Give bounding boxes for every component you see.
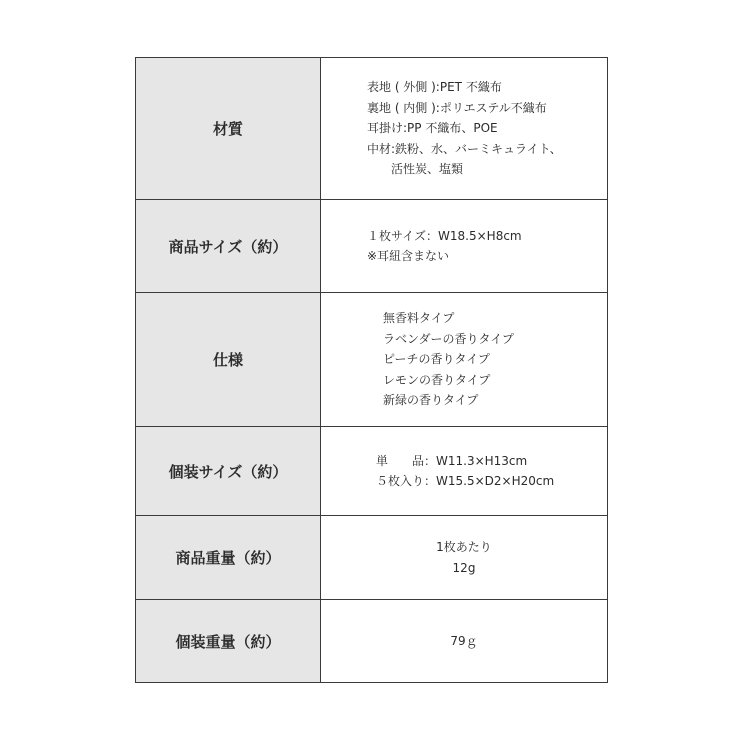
spec-value-product-weight [321, 516, 607, 599]
spec-row-package-size [136, 427, 607, 516]
material-line-filling: 中材:鉄粉、水、バーミキュライト、 [367, 141, 562, 156]
spec-value-package-weight [321, 600, 607, 682]
product-weight-per-sheet: 1枚あたり [436, 540, 492, 554]
product-size-note: ※耳紐含まない [367, 249, 450, 263]
material-line-outer: 表地 ( 外側 ):PET 不織布 [367, 80, 502, 95]
spec-type-peach: ピーチの香りタイプ [383, 352, 490, 367]
spec-value-specification [321, 293, 607, 426]
spec-value-material [321, 58, 607, 199]
spec-row-package-weight [136, 600, 607, 682]
product-weight-value: 12g [452, 560, 476, 575]
spec-row-product-size [136, 200, 607, 293]
spec-label-product-weight: 商品重量（約） [136, 516, 321, 599]
spec-label-package-weight: 個装重量（約） [136, 600, 321, 682]
package-size-five-pack: ５枚入り：W15.5×D2×H20cm [376, 474, 555, 488]
spec-value-product-size [321, 200, 607, 292]
spec-label-specification: 仕様 [136, 293, 321, 426]
spec-row-specification [136, 293, 607, 427]
material-line-ear-loop: 耳掛け:PP 不織布、POE [367, 121, 498, 136]
spec-label-package-size: 個装サイズ（約） [136, 427, 321, 515]
spec-label-product-size: 商品サイズ（約） [136, 200, 321, 292]
spec-row-product-weight [136, 516, 607, 600]
material-line-filling-cont: 活性炭、塩類 [391, 162, 464, 177]
spec-label-material: 材質 [136, 58, 321, 199]
spec-type-lemon: レモンの香りタイプ [383, 372, 491, 387]
spec-type-green: 新緑の香りタイプ [383, 393, 479, 408]
spec-type-unscented: 無香料タイプ [383, 311, 455, 326]
spec-type-lavender: ラベンダーの香りタイプ [383, 331, 514, 346]
spec-value-package-size [321, 427, 607, 515]
material-line-inner: 裏地 ( 内側 ):ポリエステル不織布 [367, 100, 547, 115]
product-size-line: １枚サイズ：W18.5×H8cm [367, 228, 522, 243]
package-weight-value: 79ｇ [450, 633, 478, 648]
spec-table [135, 57, 608, 683]
package-size-single: 単 品：W11.3×H13cm [376, 453, 528, 468]
spec-row-material [136, 58, 607, 200]
